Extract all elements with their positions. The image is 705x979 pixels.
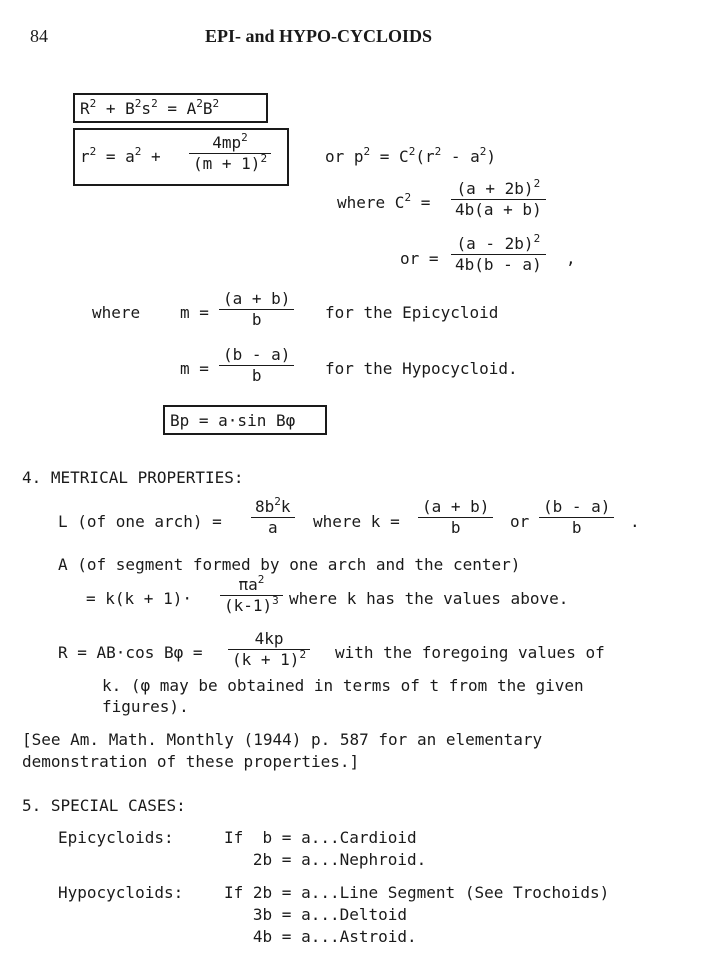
epicycloid-label: for the Epicycloid [325,303,499,322]
k-fraction-2: $\frac{(b - a)}{b}$ [539,497,614,538]
section5-heading: 5. SPECIAL CASES: [22,796,186,815]
area-lhs: = k(k + 1)· [86,589,192,608]
radius-curvature-fraction: $\frac{4kp}{(k + 1)^2}$ [228,629,310,670]
reference-line-1: [See Am. Math. Monthly (1944) p. 587 for an elementary [22,730,543,749]
case-row: If 2b = a...Line Segment (See Trochoids) [224,883,610,902]
where-k-label: where k = [313,512,400,531]
area-fraction: $\frac{\pi a^2}{(k-1)^3}$ [220,575,283,616]
radius-curvature-lhs: R = AB·cos Bφ = [58,643,203,662]
or-label: or [510,512,530,531]
alt-pedal-equation: or $p^2 = C^2(r^2 - a^2)$ [325,145,496,166]
c-fraction-2: $\frac{(a - 2b)^2}{4b(b - a)}$ [451,234,546,275]
m-fraction-hypo: $\frac{(b - a)}{b}$ [219,345,294,386]
where-label: where [92,303,141,322]
epicycloids-label: Epicycloids: [58,828,174,847]
reference-line-2: demonstration of these properties.] [22,752,360,771]
hypocycloids-label: Hypocycloids: [58,883,184,902]
radius-equation-lhs: $r^2 = a^2$ + [80,145,171,166]
pedal-equation: $R^2 + B^2s^2 = A^2B^2$ [80,97,220,118]
c-fraction-1: $\frac{(a + 2b)^2}{4b(a + b)}$ [451,179,546,220]
hypocycloid-label: for the Hypocycloid. [325,359,518,378]
radius-curvature-note-2: figures). [102,697,189,716]
m-eq-epi: m = [180,303,209,322]
m-eq-hypo: m = [180,359,209,378]
or-eq-label: or = [400,249,439,268]
k-fraction-1: $\frac{(a + b)}{b}$ [418,497,493,538]
radius-curvature-note-1: k. (φ may be obtained in terms of t from the given [102,676,584,695]
section4-heading: 4. METRICAL PROPERTIES: [22,468,244,487]
period: . [630,512,640,531]
case-row: If b = a...Cardioid [224,828,417,847]
radius-curvature-rest: with the foregoing values of [335,643,605,662]
where-c-label: where $C^2$ = [337,191,431,212]
area-description: A (of segment formed by one arch and the center) [58,555,521,574]
arc-length-fraction: $\frac{8b^2k}{a}$ [251,497,295,538]
case-row: 4b = a...Astroid. [224,927,417,946]
radius-fraction: $\frac{4mp^2}{(m + 1)^2}$ [189,133,271,174]
m-fraction-epi: $\frac{(a + b)}{b}$ [219,289,294,330]
case-row: 2b = a...Nephroid. [224,850,427,869]
comma: , [566,249,576,268]
case-row: 3b = a...Deltoid [224,905,408,924]
bp-equation: Bp = a·sin Bφ [170,411,296,430]
page-number: 84 [30,26,48,46]
page-title: EPI- and HYPO-CYCLOIDS [205,26,433,46]
arc-length-label: L (of one arch) = [58,512,222,531]
area-rest: where k has the values above. [289,589,569,608]
